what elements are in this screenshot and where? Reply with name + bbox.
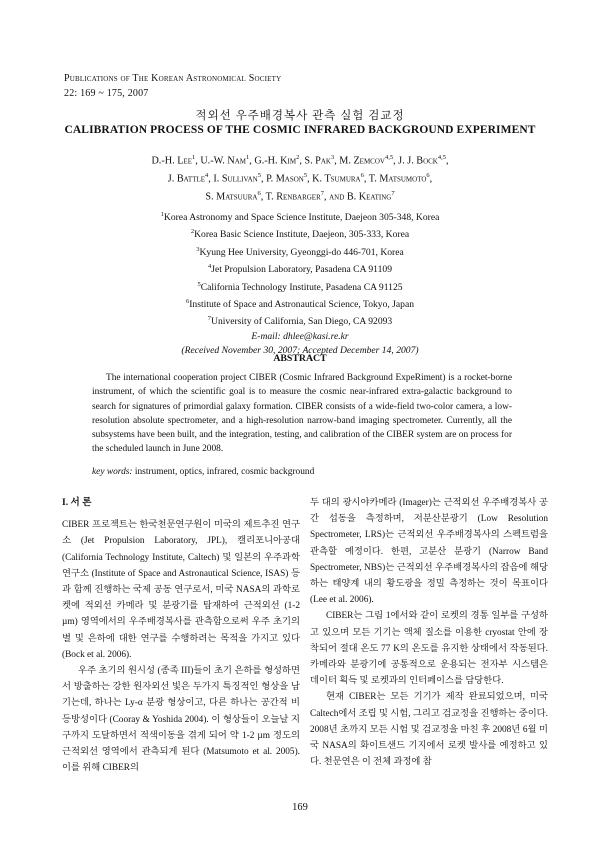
author-name: J. Battle xyxy=(167,173,206,185)
author-name: T. Matsumoto xyxy=(368,173,427,185)
author-affiliation-mark: 1 xyxy=(246,154,250,161)
page-number: 169 xyxy=(292,802,308,813)
affiliations xyxy=(40,208,560,358)
right-column xyxy=(310,495,548,770)
keywords xyxy=(92,465,512,479)
author-affiliation-mark: 1 xyxy=(191,154,196,161)
affiliation-text: Korea Astronomy and Space Science Institute, Daejeon 305-348, Korea xyxy=(163,212,440,224)
author-affiliation-mark: 5 xyxy=(303,171,308,179)
author-name: K. Tsumura xyxy=(312,173,361,185)
author-separator: , xyxy=(249,155,255,167)
author-list xyxy=(40,151,560,205)
journal-volume: 22: 169 ~ 175, 2007 xyxy=(64,88,149,99)
affiliation xyxy=(40,243,560,260)
author-separator: , xyxy=(429,173,433,185)
received-dates: (Received November 30, 2007; Accepted December 14, 2007) xyxy=(181,344,419,356)
affiliation-text: California Technology Institute, Pasadena CA 91125 xyxy=(200,281,403,293)
keywords-label: key words: xyxy=(92,467,133,477)
keywords-text: instrument, optics, infrared, cosmic background xyxy=(134,467,315,477)
author-affiliation-mark: 4,5 xyxy=(384,154,394,161)
author-separator: , xyxy=(446,155,449,167)
author-affiliation-mark: 7 xyxy=(391,189,395,197)
author-separator: , xyxy=(260,173,267,185)
abstract-heading: ABSTRACT xyxy=(273,353,327,364)
author-separator: , xyxy=(307,173,313,185)
affiliation xyxy=(40,278,560,295)
author-name: T. Renbarger xyxy=(265,191,321,203)
journal-name: Publications of The Korean Astronomical Society xyxy=(64,73,282,84)
affiliation-text: Kyung Hee University, Gyeonggi-do 446-701, Korea xyxy=(199,246,404,258)
email: E-mail: dhlee@kasi.re.kr xyxy=(251,330,349,342)
affiliation xyxy=(40,312,560,329)
section-title: I. 서 론 xyxy=(62,497,92,508)
affiliation xyxy=(40,260,560,277)
abstract xyxy=(92,371,512,457)
author-affiliation-mark: 4,5 xyxy=(437,154,446,161)
author-name: G.-H. Kim xyxy=(254,155,297,167)
affiliation-mark: 4 xyxy=(208,263,212,271)
korean-title: 적외선 우주배경복사 관측 실험 검교정 xyxy=(195,110,405,122)
paragraph: 우주 초기의 원시성 (종족 III)들이 초기 은하를 형성하면서 방출하는 강한 원자외선 빛은 두가지 특징적인 형상을 남기는데, 하나는 Ly-α 분광 형상이고, 다른 하나는 공간적 비등방성이다 (Cooray & Yoshida 2004). 이 형상들이 오늘날 지구까지 도달하면서 적색이동을 겪게 되어 약 1-2 µm 정도의 근적외선 영역에서 관측되게 된다 (Matsumoto et al. 2005). 이를 위해 CIBER의 xyxy=(62,666,300,774)
author-name: P. Mason xyxy=(266,173,304,185)
affiliation-text: Korea Basic Science Institute, Daejeon, 305-333, Korea xyxy=(194,229,410,241)
paragraph: CIBER 프로젝트는 한국천문연구원이 미국의 제트추진 연구소 (Jet Propulsion Laboratory, JPL), 캘리포니아공대 (California Technology Institute, Caltech) 및 일본의 우주과학연구소 (Institute of Space and Astronautical Science, ISAS) 등과 함께 진행하는 국제 공동 연구로서, 미국 NASA의 과학로켓에 적외선 카메라 및 분광기를 탑재하여 근적외선 (1-2 µm) 영역에서의 우주배경복사를 관측함으로써 우주 초기의 별 및 은하에 대한 연구를 수행하려는 목적을 가지고 있다 (Bock et al. 2006). xyxy=(62,520,300,660)
affiliation-text: Jet Propulsion Laboratory, Pasadena CA 91109 xyxy=(211,264,392,276)
author-separator: , xyxy=(195,155,201,167)
author-affiliation-mark: 2 xyxy=(296,154,300,161)
author-name: S. Matsuura xyxy=(205,191,258,203)
author-name: I. Sullivan xyxy=(213,173,258,185)
author-name: B. Keating xyxy=(346,191,392,203)
author-name: J. J. Bock xyxy=(398,155,438,167)
author-name: S. Pak xyxy=(304,155,331,167)
affiliation xyxy=(40,225,560,242)
author-name: M. Zemcov xyxy=(339,155,385,167)
affiliation-text: Institute of Space and Astronautical Science, Tokyo, Japan xyxy=(189,299,415,311)
affiliation-text: University of California, San Diego, CA 92093 xyxy=(211,316,393,328)
affiliation-mark: 3 xyxy=(196,245,200,253)
author-affiliation-mark: 3 xyxy=(330,154,335,161)
author-name: U.-W. Nam xyxy=(200,155,247,167)
affiliation-mark: 7 xyxy=(207,315,212,323)
affiliation-mark: 6 xyxy=(185,297,190,305)
affiliation-mark: 2 xyxy=(190,228,195,236)
author-affiliation-mark: 4 xyxy=(205,171,209,179)
author-separator: , and xyxy=(324,191,347,203)
author-separator: , xyxy=(260,191,266,203)
author-separator: , xyxy=(299,155,305,167)
author-separator: , xyxy=(208,173,214,185)
affiliation xyxy=(40,295,560,312)
author-affiliation-mark: 7 xyxy=(320,189,325,197)
affiliation-mark: 1 xyxy=(160,211,164,218)
english-title: CALIBRATION PROCESS OF THE COSMIC INFRARED BACKGROUND EXPERIMENT xyxy=(64,124,536,136)
author-affiliation-mark: 6 xyxy=(257,189,261,197)
paragraph: 두 대의 광시야카메라 (Imager)는 근적외선 우주배경복사 공간 섭동을 측정하며, 저분산분광기 (Low Resolution Spectrometer, LRS)는 근적외선 우주배경복사의 스펙트럼을 관측할 예정이다. 한편, 고분산 분광기 (Narrow Band Spectrometer, NBS)는 근적외선 우주배경복사의 잡음에 해당하는 태양계 내의 황도광을 정밀 측정하는 것이 목표이다 (Lee et al. 2006). xyxy=(310,498,548,606)
author-affiliation-mark: 5 xyxy=(257,171,261,179)
author-affiliation-mark: 6 xyxy=(426,171,430,179)
author-separator: , xyxy=(334,155,340,167)
author-separator: , xyxy=(363,173,369,185)
affiliation xyxy=(40,208,560,225)
paragraph: 현재 CIBER는 모든 기기가 제작 완료되었으며, 미국 Caltech에서 조립 및 시험, 그리고 검교정을 진행하는 중이다. 2008년 초까지 모든 시험 및 검교정을 마친 후 2008년 6월 미국 NASA의 화이트샌드 기지에서 로켓 발사를 예정하고 있다. 천문연은 이 전체 과정에 참 xyxy=(310,692,548,768)
left-column xyxy=(62,495,300,776)
abstract-text: The international cooperation project CIBER (Cosmic Infrared Background ExpeRiment) is a rocket-borne instrument, of which the scientific goal is to measure the cosmic near-infrared extra-galactic background to search for signatures of primordial galaxy formation. CIBER consists of a wide-field two-color camera, a low-resolution absolute spectrometer, and a high-resolution narrow-band imaging spectrometer. Currently, all the subsystems have been built, and the integration, testing, and calibration of the CIBER system are on process for the scheduled launch in June 2008. xyxy=(92,373,512,455)
author-affiliation-mark: 6 xyxy=(360,171,364,179)
affiliation-mark: 5 xyxy=(197,280,201,288)
paragraph: CIBER는 그림 1에서와 같이 로켓의 경통 일부를 구성하고 있으며 모든 기기는 액체 질소를 이용한 cryostat 안에 장착되어 절대 온도 77 K의 온도를 유지한 상태에서 작동된다. 카메라와 분광기에 공통적으로 운용되는 전자부 시스템은 데이터 획득 및 로켓과의 인터페이스를 담당한다. xyxy=(310,611,548,687)
author-separator: , xyxy=(393,155,399,167)
author-name: D.-H. Lee xyxy=(151,155,192,167)
